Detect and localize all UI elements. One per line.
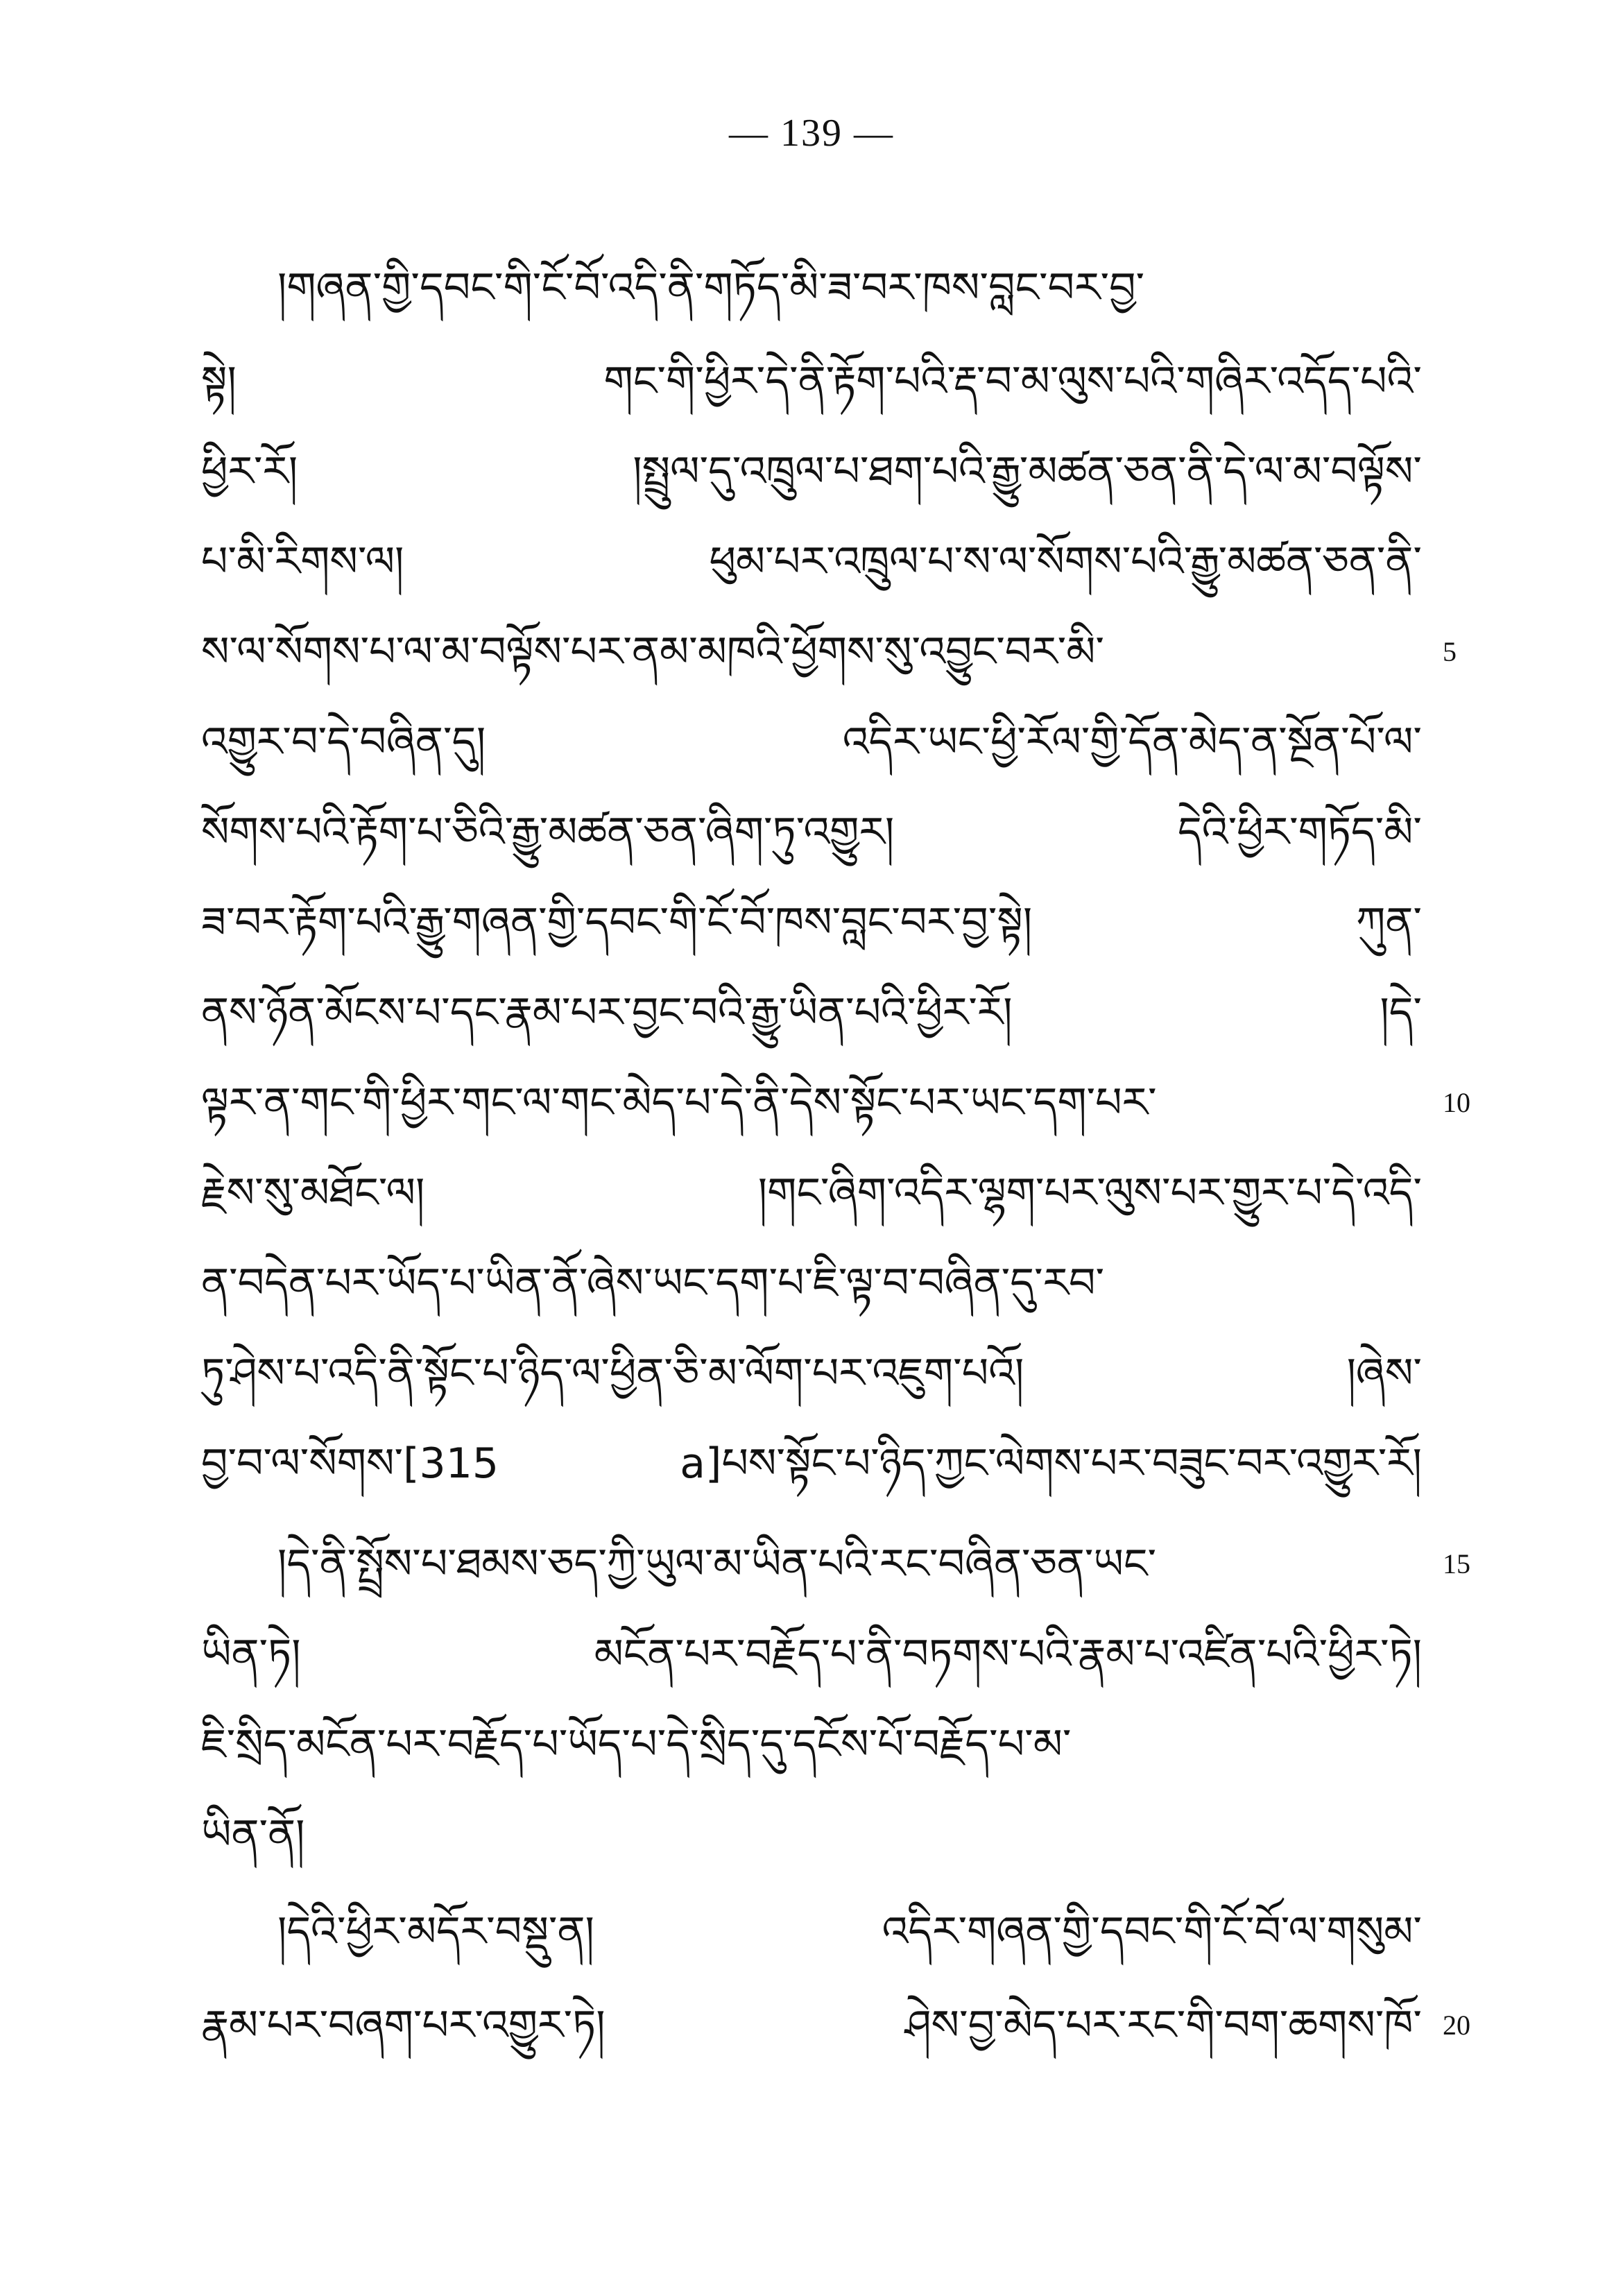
margin-line-number-20: 20 [1443, 2010, 1470, 2041]
page-number: — 139 — [729, 112, 894, 155]
text-line-10: ལྟར་ན་གང་གི་ཕྱིར་གང་ལ་གང་མེད་པ་དེ་ནི་དེས་སྟོང་པར་ཡང་དག་པར་ [201, 1079, 1157, 1127]
margin-line-number-10: 10 [1443, 1087, 1470, 1118]
text-line-5: ས་ལ་སོགས་པ་ལ་མ་བལྟོས་པར་ནམ་མཁའི་ཕྱོགས་སུ་འབྱུང་བར་མི་ [201, 628, 1104, 676]
text-line-8: ཟ་བར་རྟོག་པའི་རྒྱུ་གཞན་གྱི་དབང་གི་ངོ་བོ་ཁས་བླང་བར་བྱ་སྟེ། ཀུན་ [201, 898, 1422, 947]
text-line-16: ཡིན་ཏེ། མངོན་པར་བརྗོད་པ་ནི་བཏགས་པའི་རྣམ་པ་འཛིན་པའི་ཕྱིར་ཏེ། [201, 1630, 1422, 1679]
text-line-9: ནས་ཉོན་མོངས་པ་དང་རྣམ་པར་བྱང་བའི་རྒྱུ་ཡིན་པའི་ཕྱིར་རོ། །དེ་ [201, 988, 1422, 1037]
text-line-14: བྱ་བ་ལ་སོགས་[315 a]པས་སྟོང་པ་ཉིད་ཀྱང་ལེགས་པར་བཟུང་བར་འགྱུར་རོ། [201, 1439, 1422, 1488]
text-line-7: སོགས་པའི་རྟོག་པ་ཅིའི་རྒྱུ་མཚན་ཅན་ཞིག་ཏུ་འགྱུར། དེའི་ཕྱིར་གཏོད་མི་ [201, 808, 1422, 857]
text-line-13: ཏུ་ཤེས་པ་འདི་ནི་སྟོང་པ་ཉིད་ལ་ཕྱིན་ཅི་མ་ལོག་པར་འཇུག་པའོ། །ཞེས་ [201, 1349, 1422, 1398]
text-line-17: ཇི་སྲིད་མངོན་པར་བརྗོད་པ་ཡོད་པ་དེ་སྲིད་དུ་དངོས་པོ་བརྗོད་པ་མ་ [201, 1720, 1072, 1769]
text-line-11: རྗེས་སུ་མཐོང་ལ། །གང་ཞིག་འདིར་ལྷག་པར་ལུས་པར་གྱུར་པ་དེ་འདི་ [201, 1169, 1422, 1217]
text-line-15: །དེ་ནི་སྤྲོས་པ་ཐམས་ཅད་ཀྱི་ཡུལ་མ་ཡིན་པའི་རང་བཞིན་ཅན་ཡང་ [277, 1540, 1157, 1588]
text-line-3: ཕྱིར་རོ། །སྤྲུལ་དུ་འཁྲུལ་པ་ཐག་པའི་རྒྱུ་མཚན་ཅན་ནི་དེ་ལ་མ་བལྟོས་ [201, 447, 1422, 496]
text-line-20: རྣམ་པར་བཞག་པར་འགྱུར་ཏེ། ཤེས་བྱ་མེད་པར་རང་གི་བག་ཆགས་ཁོ་ [201, 2001, 1422, 2050]
text-line-18: ཡིན་ནོ། [201, 1810, 305, 1859]
text-line-19: །དེའི་ཕྱིར་མདོར་བསྡུ་ན། འདིར་གཞན་གྱི་དབང་གི་ངོ་བོ་ལ་གསུམ་ [277, 1908, 1422, 1956]
margin-line-number-5: 5 [1443, 636, 1457, 667]
text-line-12: ན་བདེན་པར་ཡོད་པ་ཡིན་ནོ་ཞེས་ཡང་དག་པ་ཇི་ལྟ་བ་བཞིན་དུ་རབ་ [201, 1259, 1105, 1308]
text-line-2: སྟེ། གང་གི་ཕྱིར་དེ་ནི་རྟོག་པའི་རྡ་བ་མ་ལུས་པའི་གཞིར་འདོད་པའི་ [201, 357, 1422, 406]
margin-line-number-15: 15 [1443, 1548, 1470, 1579]
text-line-6: འགྱུར་བ་དེ་བཞིན་དུ། འདིར་ཡང་ཕྱི་རོལ་གྱི་དོན་མེད་ན་སྔོན་པོ་ལ་ [201, 718, 1422, 766]
text-line-4: པ་མི་རིགས་ལ། ཕུམ་པར་འཁྲུལ་པ་ས་ལ་སོགས་པའི་རྒྱུ་མཚན་ཅན་ནི་ [201, 538, 1422, 586]
text-line-1: །གཞན་གྱི་དབང་གི་ངོ་བོ་འདི་ནི་གཏོད་མི་ཟ་བར་ཁས་བླང་བར་བྱ་ [277, 264, 1145, 312]
